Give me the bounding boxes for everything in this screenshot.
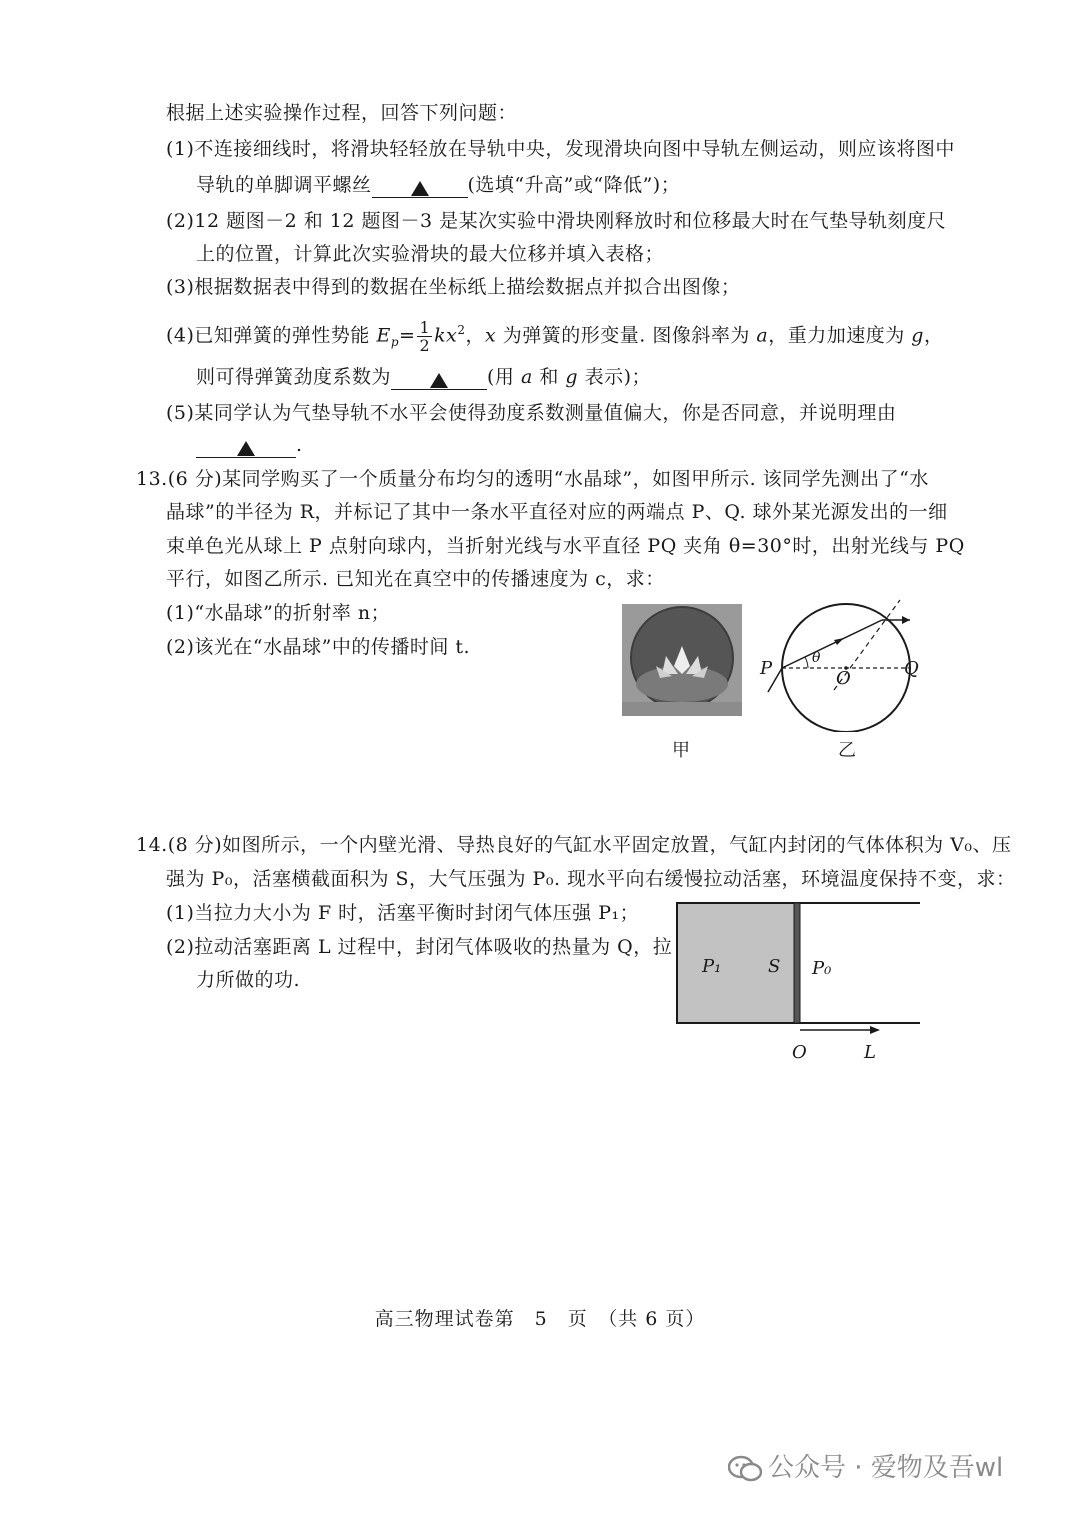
q12-part1-line1: (1)不连接细线时，将滑块轻轻放在导轨中央，发现滑块向图中导轨左侧运动，则应该将图中 bbox=[166, 138, 955, 160]
q13-line3: 束单色光从球上 P 点射向球内，当折射光线与水平直径 PQ 夹角 θ=30°时，出射光线与 PQ bbox=[166, 535, 965, 557]
q14-sub2-line1: (2)拉动活塞距离 L 过程中，封闭气体吸收的热量为 Q，拉 bbox=[166, 936, 673, 958]
label-L: L bbox=[864, 1042, 876, 1063]
q14-sub1: (1)当拉力大小为 F 时，活塞平衡时封闭气体压强 P₁； bbox=[166, 902, 640, 924]
label-O-origin: O bbox=[792, 1042, 807, 1063]
q12-part4-line1: (4)已知弹簧的弹性势能 $E_p=$ $\frac{1}{2}$ $kx^2$，x 为弹簧的形变量. 图像斜率为 a，重力加速度为 g， bbox=[166, 317, 944, 355]
figure-yi-label: 乙 bbox=[838, 740, 856, 761]
q12-part3: (3)根据数据表中得到的数据在坐标纸上描绘数据点并拟合出图像； bbox=[166, 276, 741, 298]
answer-blank bbox=[372, 175, 468, 198]
q14-line2: 强为 P₀，活塞横截面积为 S，大气压强为 P₀. 现水平向右缓慢拉动活塞，环境温度保持不变，求： bbox=[166, 868, 1016, 890]
q12-part5: (5)某同学认为气垫导轨不水平会使得劲度系数测量值偏大，你是否同意，并说明理由 bbox=[166, 402, 897, 424]
q14-line1: 14.(8 分)如图所示，一个内壁光滑、导热良好的气缸水平固定放置，气缸内封闭的气体体积为 V₀、压 bbox=[136, 834, 1012, 856]
crystal-ball-photo bbox=[622, 604, 742, 716]
label-theta: θ bbox=[812, 650, 821, 666]
answer-blank bbox=[196, 435, 296, 458]
figure-jia-label: 甲 bbox=[672, 740, 690, 761]
q12-part1-line2: 导轨的单脚调平螺丝 (选填“升高”或“降低”)； bbox=[196, 174, 681, 196]
q12-part2-line2: 上的位置，计算此次实验滑块的最大位移并填入表格； bbox=[196, 243, 665, 265]
q12-part4-line2: 则可得弹簧劲度系数为 (用 a 和 g 表示)； bbox=[196, 366, 652, 388]
q13-sub2: (2)该光在“水晶球”中的传播时间 t. bbox=[166, 636, 471, 658]
triangle-icon bbox=[430, 373, 448, 388]
q12-intro: 根据上述实验操作过程，回答下列问题： bbox=[166, 102, 518, 124]
label-P0: P₀ bbox=[812, 958, 832, 979]
q12-part2-line1: (2)12 题图－2 和 12 题图－3 是某次实验中滑块刚释放时和位移最大时在气垫导轨刻度尺 bbox=[166, 210, 947, 232]
wechat-icon bbox=[728, 1455, 762, 1483]
page-footer: 高三物理试卷第 5 页 （共 6 页） bbox=[374, 1308, 706, 1330]
watermark-text: 公众号 · 爱物及吾wl bbox=[768, 1453, 1004, 1483]
q13-line1: 13.(6 分)某同学购买了一个质量分布均匀的透明“水晶球”，如图甲所示. 该同学先测出了“水 bbox=[136, 468, 929, 490]
wechat-watermark bbox=[728, 1447, 1003, 1484]
triangle-icon bbox=[237, 441, 255, 456]
q14-sub2-line2: 力所做的功. bbox=[196, 969, 301, 991]
q13-line2: 晶球”的半径为 R，并标记了其中一条水平直径对应的两端点 P、Q. 球外某光源发出的一细 bbox=[166, 501, 948, 523]
label-S: S bbox=[768, 956, 781, 977]
label-P1: P₁ bbox=[702, 956, 722, 977]
q12-part5-blank-line: . bbox=[196, 432, 303, 458]
label-O: O bbox=[836, 668, 851, 689]
triangle-icon bbox=[411, 181, 429, 196]
answer-blank bbox=[391, 367, 487, 390]
q13-sub1: (1)“水晶球”的折射率 n； bbox=[166, 602, 391, 624]
label-Q: Q bbox=[904, 658, 919, 679]
label-P: P bbox=[760, 658, 773, 679]
q13-line4: 平行，如图乙所示. 已知光在真空中的传播速度为 c，求： bbox=[166, 568, 665, 590]
fraction: $\frac{1}{2}$ bbox=[419, 317, 431, 355]
